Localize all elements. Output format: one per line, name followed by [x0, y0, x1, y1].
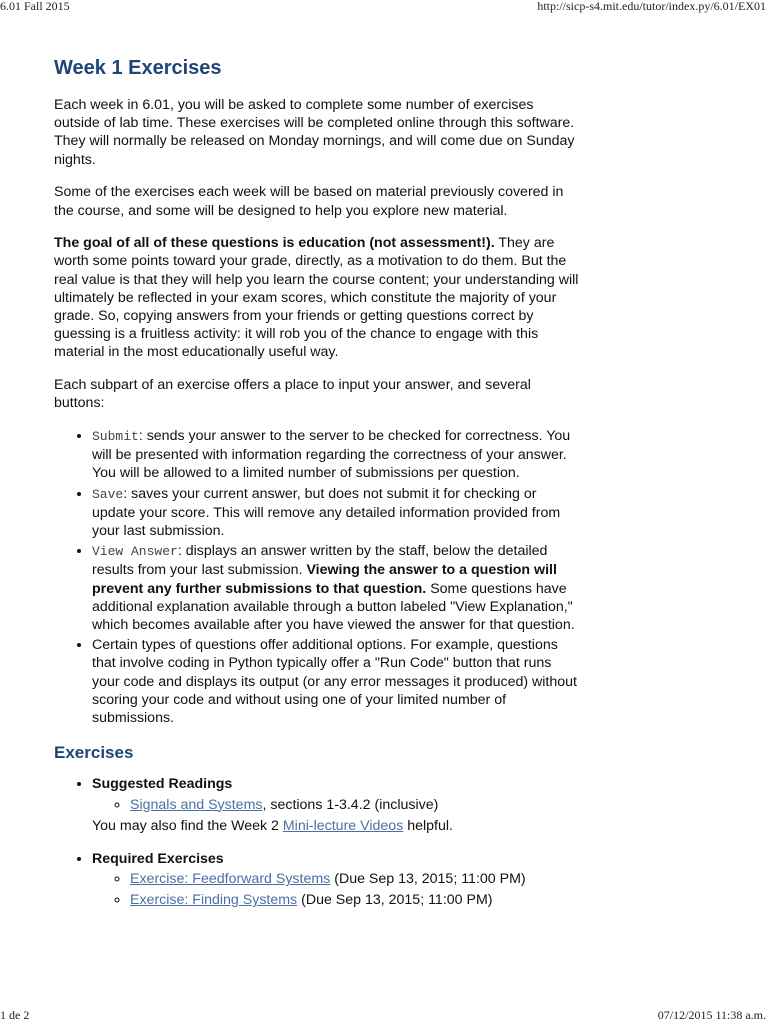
mini-lecture-suffix: helpful. — [403, 817, 453, 834]
goal-explanation: They are worth some points toward your grade, directly, as a motivation to do them. But the real value is that they will help you learn the course content; your understanding will ultimately be reflected in your exam scores, which constitute the majority of your grade. So, copying answers from your friends or getting questions correct by guessing is a fruitless activity: it will rob you of the chance to engage with this material in the most educationally useful way. — [54, 235, 579, 361]
view-answer-description: : displays an answer written by the staff, below the detailed results from your last submission. — [92, 543, 548, 579]
intro-paragraph-1: Each week in 6.01, you will be asked to complete some number of exercises outside of lab time. These exercises will be completed online through this software. They will normally be released on Monday mornings, and will come due on Sunday nights. — [54, 97, 575, 168]
mini-lecture-prefix: You may also find the Week 2 — [92, 817, 283, 834]
page-title: Week 1 Exercises — [54, 57, 222, 79]
signals-and-systems-link[interactable]: Signals and Systems — [130, 796, 263, 813]
goal-statement: The goal of all of these questions is education (not assessment!). — [54, 235, 495, 252]
required-exercises — [92, 850, 582, 910]
print-header-title: 6.01 Fall 2015 — [0, 0, 70, 13]
signals-sections: , sections 1-3.4.2 (inclusive) — [262, 796, 439, 813]
buttons-list — [54, 427, 582, 727]
print-header — [0, 0, 768, 14]
list-item-save — [92, 485, 582, 541]
list-item-other-options: • Certain types of questions offer additional options. For example, questions that involve coding in Python typically offer a "Run Code" button that runs your code and displays its output (or any error messages it produced) without scoring your code and without using one of your limited number of submissions. — [92, 636, 582, 727]
list-item-view-answer — [92, 542, 582, 634]
submit-description: : sends your answer to the server to be checked for correctness. You will be presented with information regarding the correctness of your answer. You will be allowed to a limited number of submissions per question. — [92, 428, 571, 482]
view-answer-keyword: View Answer — [92, 544, 178, 560]
list-item-submit — [92, 427, 582, 483]
intro-paragraph-4: Each subpart of an exercise offers a place to input your answer, and several buttons: — [54, 377, 531, 412]
view-answer-warning: Viewing the answer to a question will prevent any further submissions to that question. — [92, 562, 557, 597]
feedforward-due: (Due Sep 13, 2015; 11:00 PM) — [330, 871, 526, 888]
intro-paragraph-3 — [54, 234, 582, 361]
exercises-list — [54, 775, 582, 909]
suggested-readings-label: Suggested Readings — [92, 776, 233, 793]
save-description: : saves your current answer, but does not submit it for checking or update your score. This will remove any detailed information provided from your last submission. — [92, 485, 561, 540]
save-keyword: Save — [92, 486, 124, 502]
mini-lecture-videos-link[interactable]: Mini-lecture Videos — [282, 817, 404, 834]
suggested-readings — [92, 775, 582, 835]
required-exercise-item — [130, 870, 582, 888]
exercises-heading: Exercises — [54, 743, 134, 763]
print-header-url: http://sicp-s4.mit.edu/tutor/index.py/6.01/EX01 — [537, 0, 766, 13]
suggested-readings-sublist — [92, 796, 582, 814]
submit-keyword: Submit — [92, 429, 139, 445]
page-number: 1 de 2 — [0, 1008, 30, 1022]
mini-lecture-note — [92, 817, 582, 835]
required-exercise-item — [130, 891, 582, 909]
finding-systems-link[interactable]: Exercise: Finding Systems — [130, 892, 298, 909]
view-answer-explanation: Some questions have additional explanation available through a button labeled "View Explanation," which becomes available after you have viewed the answer for that question. — [92, 580, 575, 634]
suggested-reading-item — [130, 796, 582, 814]
finding-systems-due: (Due Sep 13, 2015; 11:00 PM) — [297, 892, 493, 909]
intro-paragraph-2: Some of the exercises each week will be based on material previously covered in the course, and some will be designed to help you explore new material. — [54, 184, 564, 219]
print-timestamp: 07/12/2015 11:38 a.m. — [657, 1008, 766, 1022]
required-exercises-sublist — [92, 870, 582, 909]
print-footer — [0, 1009, 768, 1023]
feedforward-systems-link[interactable]: Exercise: Feedforward Systems — [130, 871, 331, 888]
page-content — [54, 52, 582, 925]
required-exercises-label: Required Exercises — [92, 850, 224, 867]
